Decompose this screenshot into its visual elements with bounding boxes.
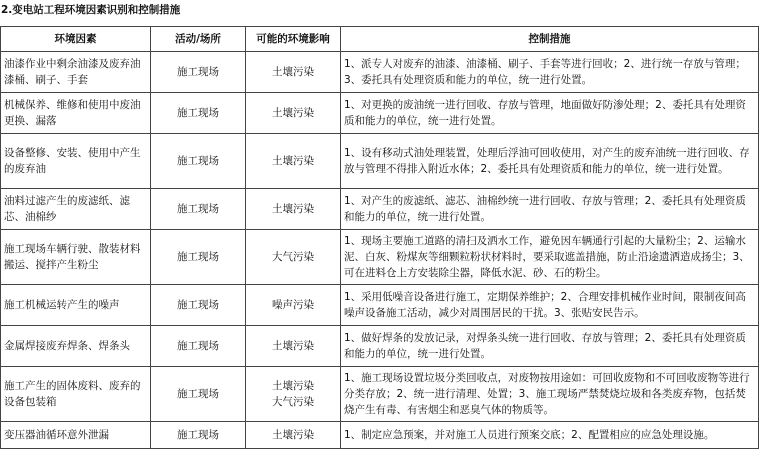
table-row	[1, 326, 759, 367]
measure-cell: 1、对产生的废滤纸、滤芯、油棉纱统一进行回收、存放与管理；2、委托具有处理资质和能力的单位，统一进行处置。	[341, 189, 759, 230]
environment-control-table	[0, 26, 759, 449]
place-cell: 施工现场	[151, 285, 246, 326]
factor-cell: 施工机械运转产生的噪声	[1, 285, 151, 326]
factor-cell: 油料过滤产生的废滤纸、滤芯、油棉纱	[1, 189, 151, 230]
table-row	[1, 93, 759, 134]
table-row	[1, 52, 759, 93]
impact-cell: 大气污染	[246, 230, 341, 285]
measure-cell: 1、派专人对废弃的油漆、油漆桶、刷子、手套等进行回收；2、进行统一存放与管理；3、委托具有处理资质和能力的单位，统一进行处置。	[341, 52, 759, 93]
place-cell: 施工现场	[151, 52, 246, 93]
table-row	[1, 422, 759, 449]
impact-line: 土壤污染	[272, 380, 314, 392]
page-title: 2.变电站工程环境因素识别和控制措施	[1, 4, 181, 16]
factor-cell: 变压器油循环意外泄漏	[1, 422, 151, 449]
measure-cell: 1、施工现场设置垃圾分类回收点，对废物按用途如：可回收废物和不可回收废物等进行分类存放；2、统一进行清理、处置；3、施工现场严禁焚烧垃圾和各类废弃物，包括焚烧产生有毒、有害烟尘和恶臭气体的物质等。	[341, 367, 759, 422]
impact-cell: 土壤污染	[246, 134, 341, 189]
measure-cell: 1、制定应急预案，并对施工人员进行预案交底；2、配置相应的应急处理设施。	[341, 422, 759, 449]
table-row	[1, 134, 759, 189]
factor-cell: 设备整修、安装、使用中产生的废弃油	[1, 134, 151, 189]
header-place: 活动/场所	[151, 27, 246, 52]
table-row	[1, 189, 759, 230]
place-cell: 施工现场	[151, 230, 246, 285]
place-cell: 施工现场	[151, 326, 246, 367]
place-cell: 施工现场	[151, 422, 246, 449]
table-row	[1, 367, 759, 422]
measure-cell: 1、现场主要施工道路的清扫及洒水工作，避免因车辆通行引起的大量粉尘；2、运输水泥、白灰、粉煤灰等细颗粒粉状材料时，要采取遮盖措施，防止沿途遗洒造成扬尘；3、可在进料仓上方安装除尘器，降低水泥、砂、石的粉尘。	[341, 230, 759, 285]
table-row	[1, 230, 759, 285]
factor-cell: 施工现场车辆行驶、散装材料搬运、搅拌产生粉尘	[1, 230, 151, 285]
impact-cell: 土壤污染	[246, 326, 341, 367]
impact-line: 大气污染	[272, 396, 314, 408]
factor-cell: 施工产生的固体废料、废弃的设备包装箱	[1, 367, 151, 422]
header-factor: 环境因素	[1, 27, 151, 52]
impact-cell: 土壤污染	[246, 189, 341, 230]
impact-cell	[246, 367, 341, 422]
place-cell: 施工现场	[151, 93, 246, 134]
impact-cell: 土壤污染	[246, 93, 341, 134]
impact-cell: 土壤污染	[246, 422, 341, 449]
impact-cell: 噪声污染	[246, 285, 341, 326]
factor-cell: 金属焊接废弃焊条、焊条头	[1, 326, 151, 367]
header-measure: 控制措施	[341, 27, 759, 52]
impact-cell: 土壤污染	[246, 52, 341, 93]
measure-cell: 1、采用低噪音设备进行施工，定期保养维护；2、合理安排机械作业时间，限制夜间高噪声设备施工活动，减少对周围居民的干扰。3、张贴安民告示。	[341, 285, 759, 326]
table-header-row	[1, 27, 759, 52]
measure-cell: 1、设有移动式油处理装置，处理后浮油可回收使用，对产生的废弃油统一进行回收、存放与管理不得排入附近水体；2、委托具有处理资质和能力的单位，统一进行处置。	[341, 134, 759, 189]
measure-cell: 1、做好焊条的发放记录，对焊条头统一进行回收、存放与管理；2、委托具有处理资质和能力的单位，统一进行处置。	[341, 326, 759, 367]
place-cell	[151, 367, 246, 422]
measure-cell: 1、对更换的废油统一进行回收、存放与管理，地面做好防渗处理；2、委托具有处理资质和能力的单位，统一进行处置。	[341, 93, 759, 134]
place-cell: 施工现场	[151, 134, 246, 189]
place-cell: 施工现场	[151, 189, 246, 230]
factor-cell: 机械保养、维修和使用中废油更换、漏落	[1, 93, 151, 134]
place-text: 施工现场	[177, 388, 219, 400]
table-row	[1, 285, 759, 326]
header-impact: 可能的环境影响	[246, 27, 341, 52]
factor-cell: 油漆作业中剩余油漆及废弃油漆桶、刷子、手套	[1, 52, 151, 93]
